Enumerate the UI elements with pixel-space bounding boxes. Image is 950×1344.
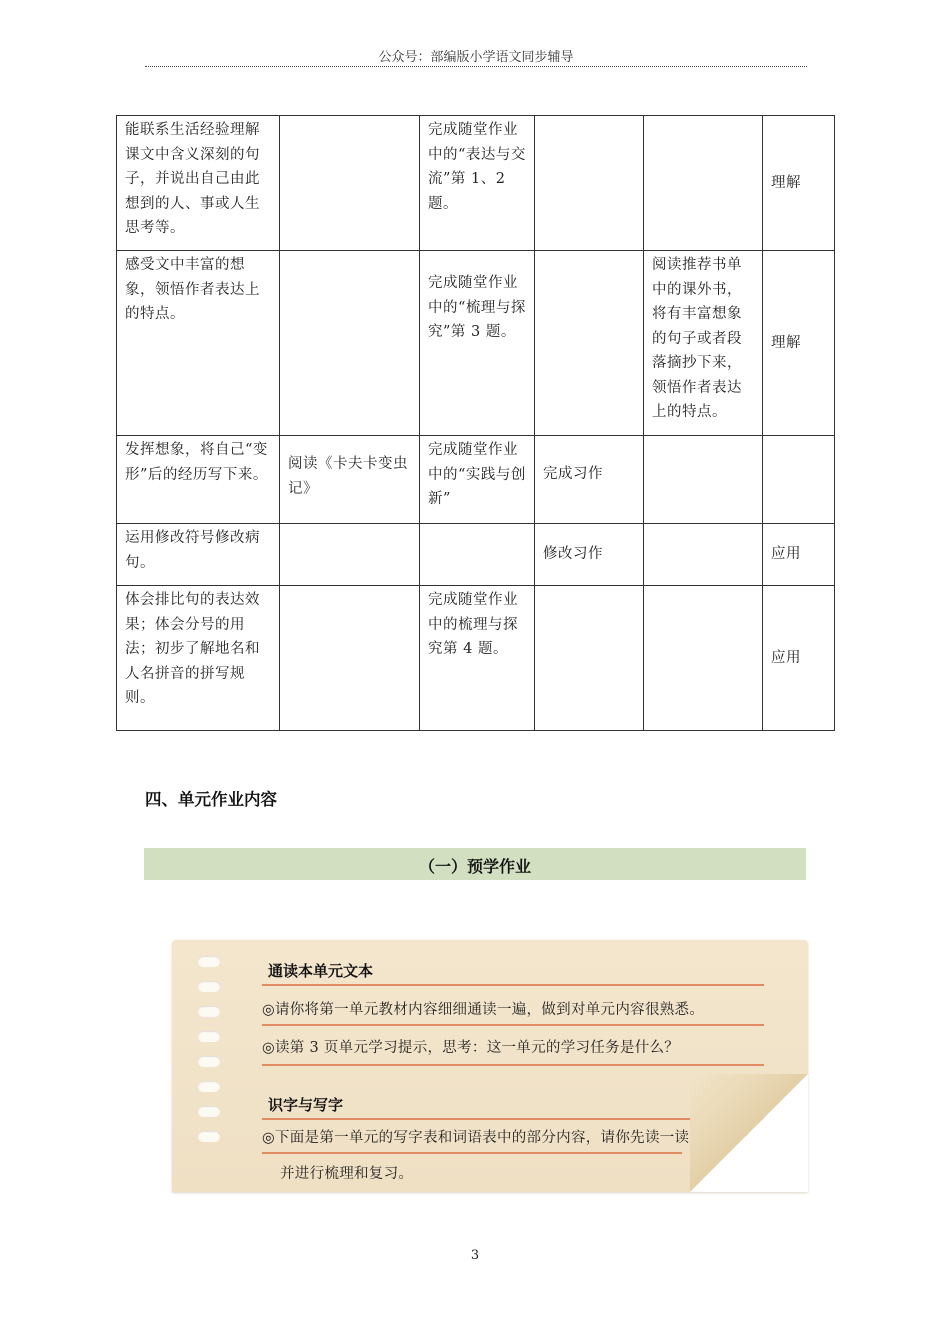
page-header: 公众号：部编版小学语文同步辅导 <box>378 50 574 65</box>
table-cell <box>280 524 420 586</box>
table-cell: 修改习作 <box>535 524 644 586</box>
note-heading-writing: 识字与写字 <box>268 1096 344 1114</box>
table-cell: 理解 <box>763 251 835 436</box>
table-cell <box>535 251 644 436</box>
table-cell <box>644 116 763 251</box>
section-title: 四、单元作业内容 <box>145 790 277 809</box>
table-cell: 理解 <box>763 116 835 251</box>
table-row <box>117 251 835 436</box>
table-cell <box>763 436 835 524</box>
table-row <box>117 524 835 586</box>
table-cell <box>280 586 420 731</box>
band-title: （一）预学作业 <box>418 857 531 876</box>
table-cell: 感受文中丰富的想象，领悟作者表达上的特点。 <box>117 251 280 436</box>
table-row <box>117 116 835 251</box>
table-cell <box>280 251 420 436</box>
section-band <box>144 848 806 880</box>
table-cell: 完成随堂作业中的“表达与交流”第 1、2 题。 <box>420 116 535 251</box>
note-line: ◎读第 3 页单元学习提示，思考：这一单元的学习任务是什么？ <box>262 1040 680 1056</box>
ruled-line <box>262 984 764 986</box>
header-divider <box>145 66 807 67</box>
table-cell: 阅读《卡夫卡变虫记》 <box>280 436 420 524</box>
page-curl-fold <box>690 1074 808 1192</box>
homework-plan-table <box>116 115 835 731</box>
note-line: ◎下面是第一单元的写字表和词语表中的部分内容，请你先读一读 <box>262 1130 690 1146</box>
table-cell: 能联系生活经验理解课文中含义深刻的句子，并说出自己由此想到的人、事或人生思考等。 <box>117 116 280 251</box>
note-line: ◎请你将第一单元教材内容细细通读一遍，做到对单元内容很熟悉。 <box>262 1002 705 1018</box>
table-cell: 完成随堂作业中的“梳理与探究”第 3 题。 <box>420 251 535 436</box>
table-cell: 完成随堂作业中的梳理与探究第 4 题。 <box>420 586 535 731</box>
ruled-line <box>262 1064 764 1066</box>
table-cell <box>280 116 420 251</box>
page-number: 3 <box>470 1248 480 1263</box>
table-cell <box>420 524 535 586</box>
table-cell <box>644 524 763 586</box>
binder-holes <box>198 956 220 1156</box>
table-cell: 运用修改符号修改病句。 <box>117 524 280 586</box>
table-row <box>117 586 835 731</box>
table-cell: 体会排比句的表达效果；体会分号的用法；初步了解地名和人名拼音的拼写规则。 <box>117 586 280 731</box>
table-cell <box>644 586 763 731</box>
ruled-line <box>262 1024 764 1026</box>
notebook-card <box>172 940 808 1192</box>
table-cell: 应用 <box>763 586 835 731</box>
note-heading-read: 通读本单元文本 <box>268 962 374 980</box>
table-cell <box>644 436 763 524</box>
ruled-line <box>262 1152 682 1154</box>
table-row <box>117 436 835 524</box>
table-cell: 阅读推荐书单中的课外书，将有丰富想象的句子或者段落摘抄下来，领悟作者表达上的特点。 <box>644 251 763 436</box>
ruled-line <box>262 1118 764 1120</box>
table-cell: 完成随堂作业中的“实践与创新” <box>420 436 535 524</box>
table-cell: 发挥想象，将自己“变形”后的经历写下来。 <box>117 436 280 524</box>
table-cell: 应用 <box>763 524 835 586</box>
table-cell: 完成习作 <box>535 436 644 524</box>
note-line: 并进行梳理和复习。 <box>280 1166 414 1182</box>
table-cell <box>535 586 644 731</box>
table-cell <box>535 116 644 251</box>
